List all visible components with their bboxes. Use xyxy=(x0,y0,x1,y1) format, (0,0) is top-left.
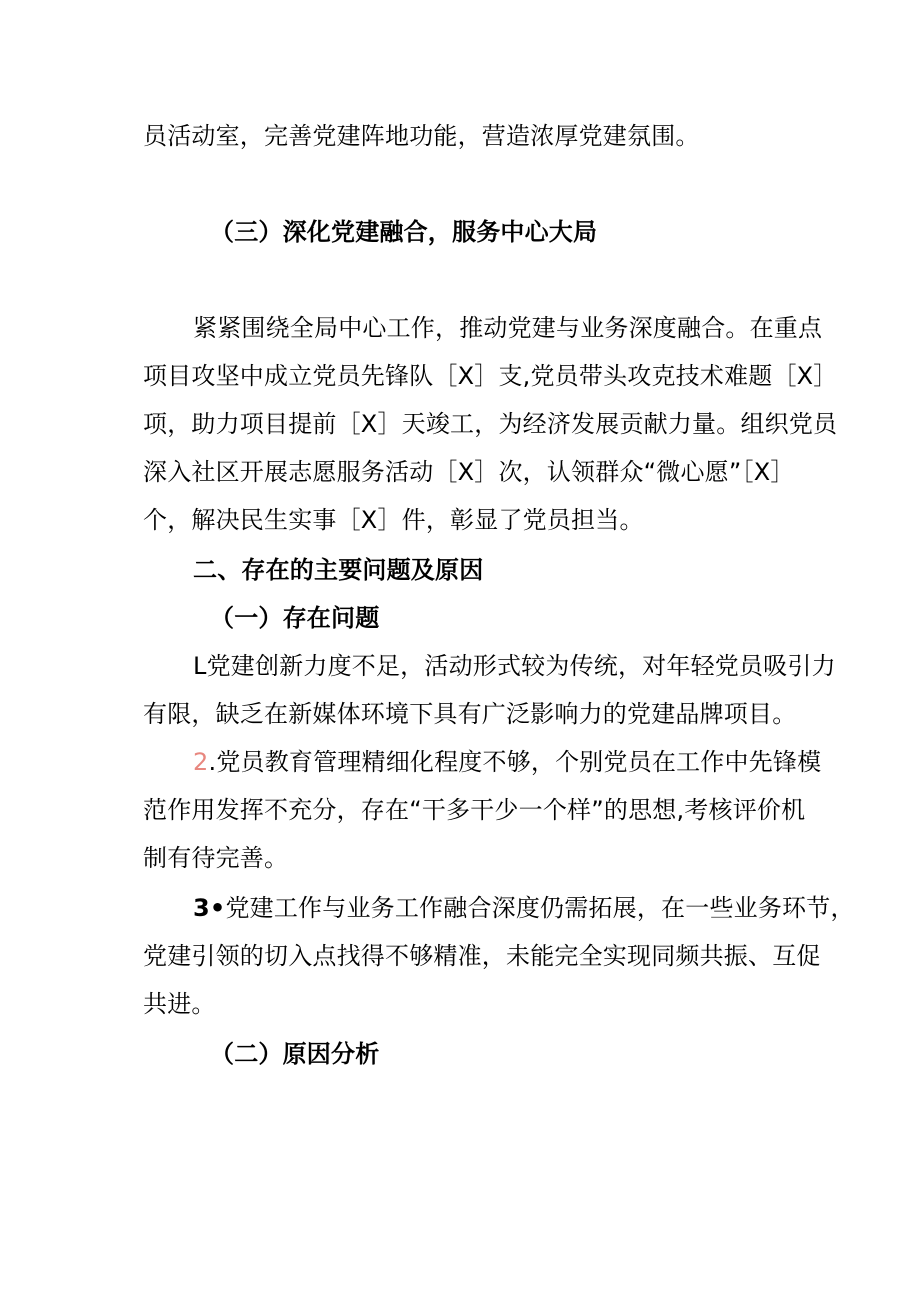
list-item-3-line xyxy=(193,892,853,924)
paragraph-line: 员活动室，完善党建阵地功能，营造浓厚党建氛围。 xyxy=(143,122,700,150)
list-item-2-line: 制有待完善。 xyxy=(143,844,289,872)
paragraph-line: 个，解决民生实事［X］件，彰显了党员担当。 xyxy=(143,506,644,534)
list-item-1-line: 有限，缺乏在新媒体环境下具有广泛影响力的党建品牌项目。 xyxy=(143,700,797,728)
list-item-2-text: .党员教育管理精细化程度不够，个别党员在工作中先锋模 xyxy=(208,748,822,776)
chapter-heading-2: 二、存在的主要问题及原因 xyxy=(193,556,484,584)
list-item-1-line: L党建创新力度不足，活动形式较为传统，对年轻党员吸引力 xyxy=(193,652,836,680)
paragraph-line: 紧紧围绕全局中心工作，推动党建与业务深度融合。在重点 xyxy=(193,314,823,342)
list-item-3-text: 党建工作与业务工作融合深度仍需拓展，在一些业务环节， xyxy=(225,894,855,922)
list-number-2: 2 xyxy=(193,748,209,776)
paragraph-line: 项目攻坚中成立党员先锋队［X］支,党员带头攻克技术难题［X］ xyxy=(143,362,838,390)
paragraph-line: 深入社区开展志愿服务活动［X］次，认领群众“微心愿”［X］ xyxy=(143,458,795,486)
subsection-heading-2: （二）原因分析 xyxy=(210,1040,380,1068)
list-number-3: 3• xyxy=(193,894,226,922)
list-item-2-line xyxy=(193,746,853,778)
list-item-3-line: 党建引领的切入点找得不够精准，未能完全实现同频共振、互促 xyxy=(143,942,821,970)
section-heading-3: （三）深化党建融合，服务中心大局 xyxy=(210,218,598,246)
paragraph-line: 项，助力项目提前［X］天竣工，为经济发展贡献力量。组织党员 xyxy=(143,410,838,438)
list-item-2-line: 范作用发挥不充分，存在“干多干少一个样”的思想,考核评价机 xyxy=(143,796,806,824)
subsection-heading-1: （一）存在问题 xyxy=(210,604,380,632)
list-item-3-line: 共进。 xyxy=(143,990,216,1018)
